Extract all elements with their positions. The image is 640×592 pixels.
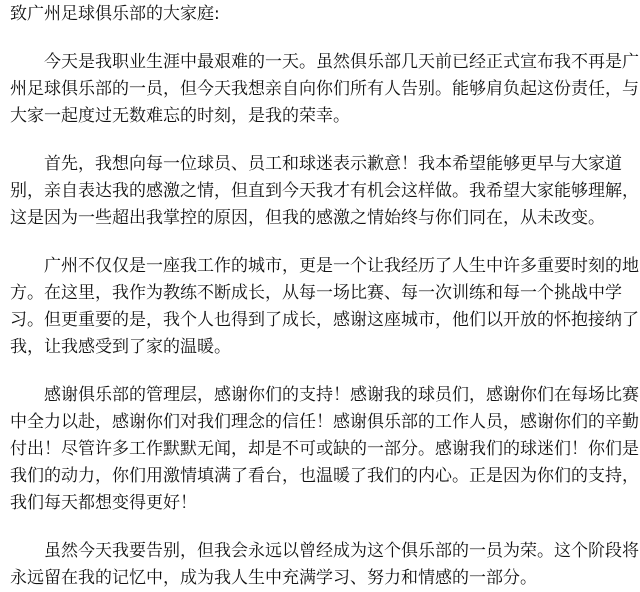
text-line: 方。在这里，我作为教练不断成长，从每一场比赛、每一次训练和每一个挑战中学 [10, 283, 622, 303]
text-line: 我，让我感受到了家的温暖。 [10, 337, 231, 357]
text-line: 我们的动力，你们用激情填满了看台，也温暖了我们的内心。正是因为你们的支持， [10, 466, 639, 486]
letter-paragraph-thanks [10, 361, 639, 517]
text-line: 别，亲自表达我的感激之情，但直到今天我才有机会这样做。我希望大家能够理解， [10, 181, 639, 201]
letter-paragraph-closing [10, 517, 639, 592]
text-line: 广州不仅仅是一座我工作的城市，更是一个让我经历了人生中许多重要时刻的地 [44, 256, 639, 276]
text-line: 首先，我想向每一位球员、员工和球迷表示歉意！我本希望能够更早与大家道 [44, 154, 622, 174]
text-line: 中全力以赴，感谢你们对我们理念的信任！感谢俱乐部的工作人员，感谢你们的辛勤 [10, 412, 639, 432]
text-line: 今天是我职业生涯中最艰难的一天。虽然俱乐部几天前已经正式宣布我不再是广 [44, 52, 639, 72]
text-line: 付出！尽管许多工作默默无闻，却是不可或缺的一部分。感谢我们的球迷们！你们是 [10, 439, 639, 459]
text-line: 我们每天都想变得更好！ [10, 493, 197, 513]
letter-paragraph-apology [10, 130, 639, 232]
letter-paragraph-farewell [10, 28, 639, 130]
text-line: 州足球俱乐部的一员，但今天我想亲自向你们所有人告别。能够肩负起这份责任，与 [10, 79, 639, 99]
text-line: 虽然今天我要告别，但我会永远以曾经成为这个俱乐部的一员为荣。这个阶段将 [44, 541, 639, 561]
text-line: 感谢俱乐部的管理层，感谢你们的支持！感谢我的球员们，感谢你们在每场比赛 [44, 385, 639, 405]
text-line: 这是因为一些超出我掌控的原因，但我的感激之情始终与你们同在，从未改变。 [10, 208, 605, 228]
text-line: 永远留在我的记忆中，成为我人生中充满学习、努力和情感的一部分。 [10, 568, 537, 588]
letter-salutation: 致广州足球俱乐部的大家庭: [10, 4, 220, 24]
text-line: 大家一起度过无数难忘的时刻，是我的荣幸。 [10, 106, 350, 126]
text-line: 习。但更重要的是，我个人也得到了成长，感谢这座城市，他们以开放的怀抱接纳了 [10, 310, 639, 330]
letter-paragraph-city [10, 232, 639, 361]
